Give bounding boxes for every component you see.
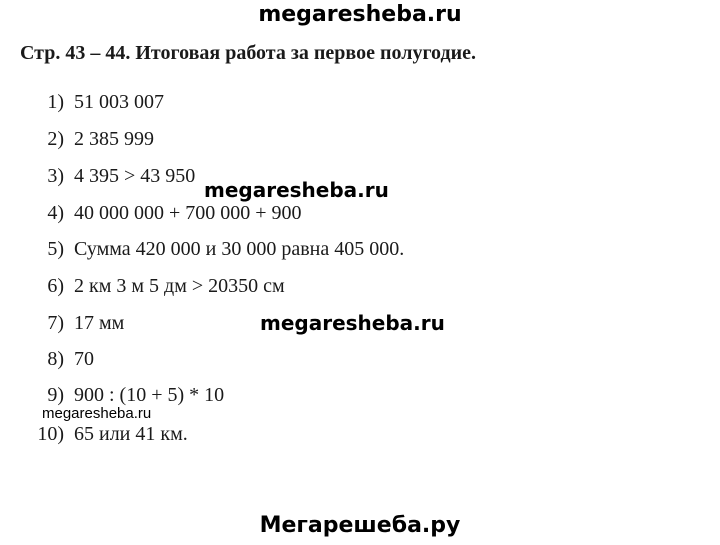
page-title: Стр. 43 – 44. Итоговая работа за первое полугодие. xyxy=(20,42,476,64)
answer-text: 65 или 41 км. xyxy=(74,423,188,445)
answer-number: 9) xyxy=(47,384,64,406)
answer-text: 17 мм xyxy=(74,312,125,334)
answer-text: 70 xyxy=(74,348,94,370)
answer-text: Сумма 420 000 и 30 000 равна 405 000. xyxy=(74,238,405,260)
answer-number: 8) xyxy=(47,348,64,370)
answer-number: 4) xyxy=(47,202,64,224)
answer-number: 2) xyxy=(47,128,64,150)
footer-watermark: Мегарешеба.ру xyxy=(259,513,461,538)
answer-text: 2 385 999 xyxy=(74,128,154,150)
answer-number: 7) xyxy=(47,312,64,334)
answer-number: 6) xyxy=(47,275,64,297)
answer-text: 40 000 000 + 700 000 + 900 xyxy=(74,202,302,224)
answer-number: 5) xyxy=(47,238,64,260)
answer-text: 51 003 007 xyxy=(74,91,164,113)
answer-number: 10) xyxy=(37,423,64,445)
answer-number: 3) xyxy=(47,165,64,187)
answer-number: 1) xyxy=(47,91,64,113)
watermark: megaresheba.ru xyxy=(42,405,152,422)
watermark: megaresheba.ru xyxy=(204,178,389,202)
answer-text: 4 395 > 43 950 xyxy=(74,165,196,187)
watermark: megaresheba.ru xyxy=(260,311,445,335)
answer-text: 900 : (10 + 5) * 10 xyxy=(74,384,225,406)
answer-text: 2 км 3 м 5 дм > 20350 см xyxy=(74,275,285,297)
header-watermark: megaresheba.ru xyxy=(258,2,462,27)
